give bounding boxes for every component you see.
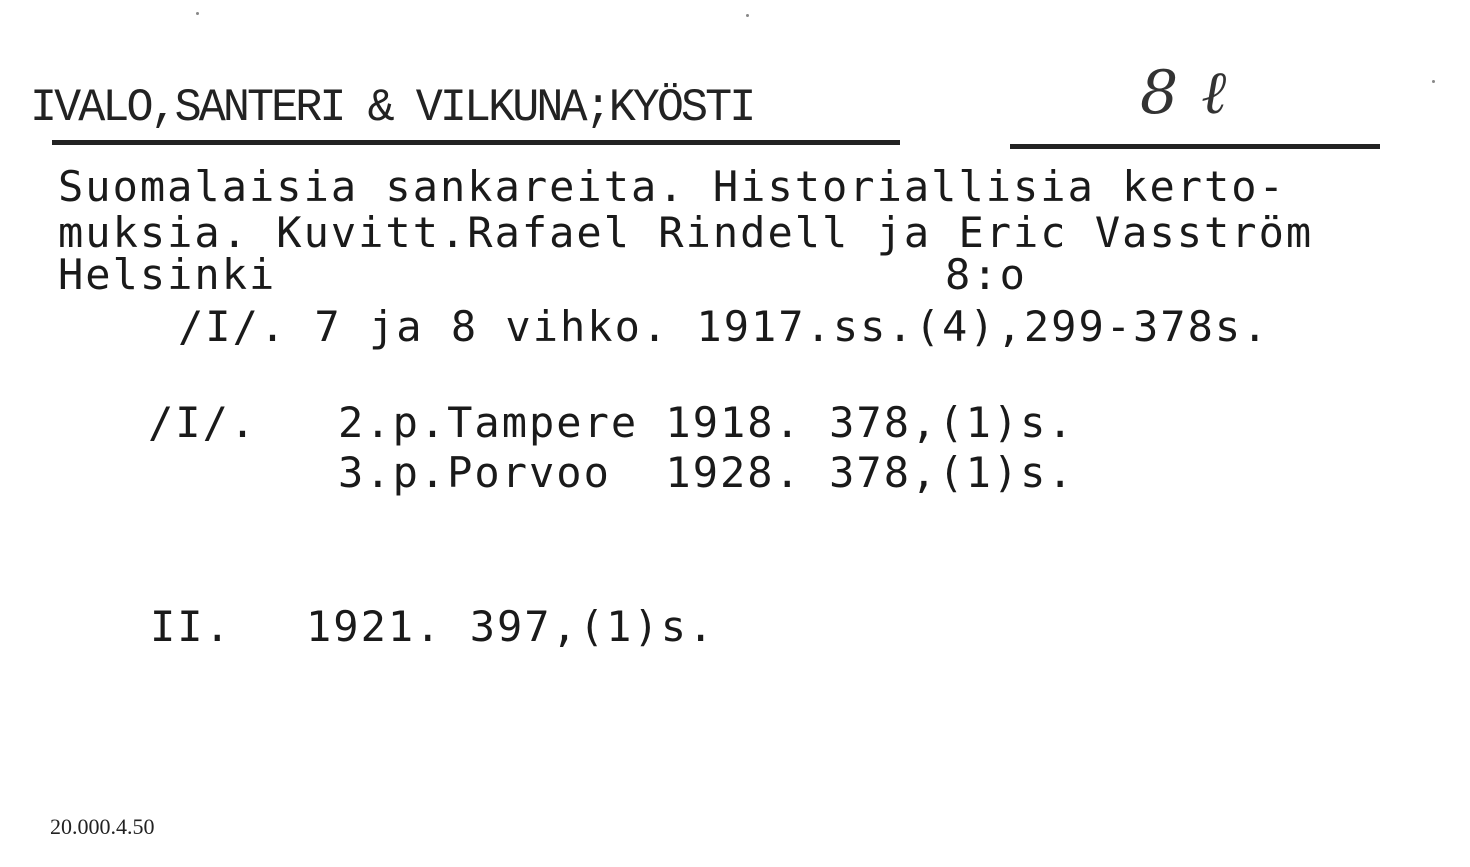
edition-entry-3: 3.p.Porvoo 1928. 378,(1)s. — [338, 448, 1075, 497]
edition-entry-2: 2.p.Tampere 1918. 378,(1)s. — [338, 398, 1075, 447]
title-line-1: Suomalaisia sankareita. Historiallisia kerto- — [58, 162, 1286, 211]
volume-2-prefix: II. — [150, 602, 232, 651]
speck-mark — [746, 14, 749, 17]
speck-mark — [196, 12, 199, 15]
edition-entry-1: /I/. 7 ja 8 vihko. 1917.ss.(4),299-378s. — [178, 302, 1270, 351]
heading-underline — [52, 140, 900, 145]
shelfmark-handwritten: 8 ℓ — [1140, 58, 1229, 128]
place-of-publication: Helsinki — [58, 250, 277, 299]
author-heading: IVALO,SANTERI & VILKUNA;KYÖSTI — [30, 82, 754, 134]
shelfmark-underline — [1010, 144, 1380, 149]
title-line-2: muksia. Kuvitt.Rafael Rindell ja Eric Vasström — [58, 208, 1314, 257]
edition-entry-2-prefix: /I/. — [148, 398, 258, 447]
speck-mark — [1432, 80, 1435, 83]
book-format: 8:o — [945, 250, 1027, 299]
volume-2-entry: 1921. 397,(1)s. — [306, 602, 716, 651]
print-code: 20.000.4.50 — [50, 814, 155, 839]
